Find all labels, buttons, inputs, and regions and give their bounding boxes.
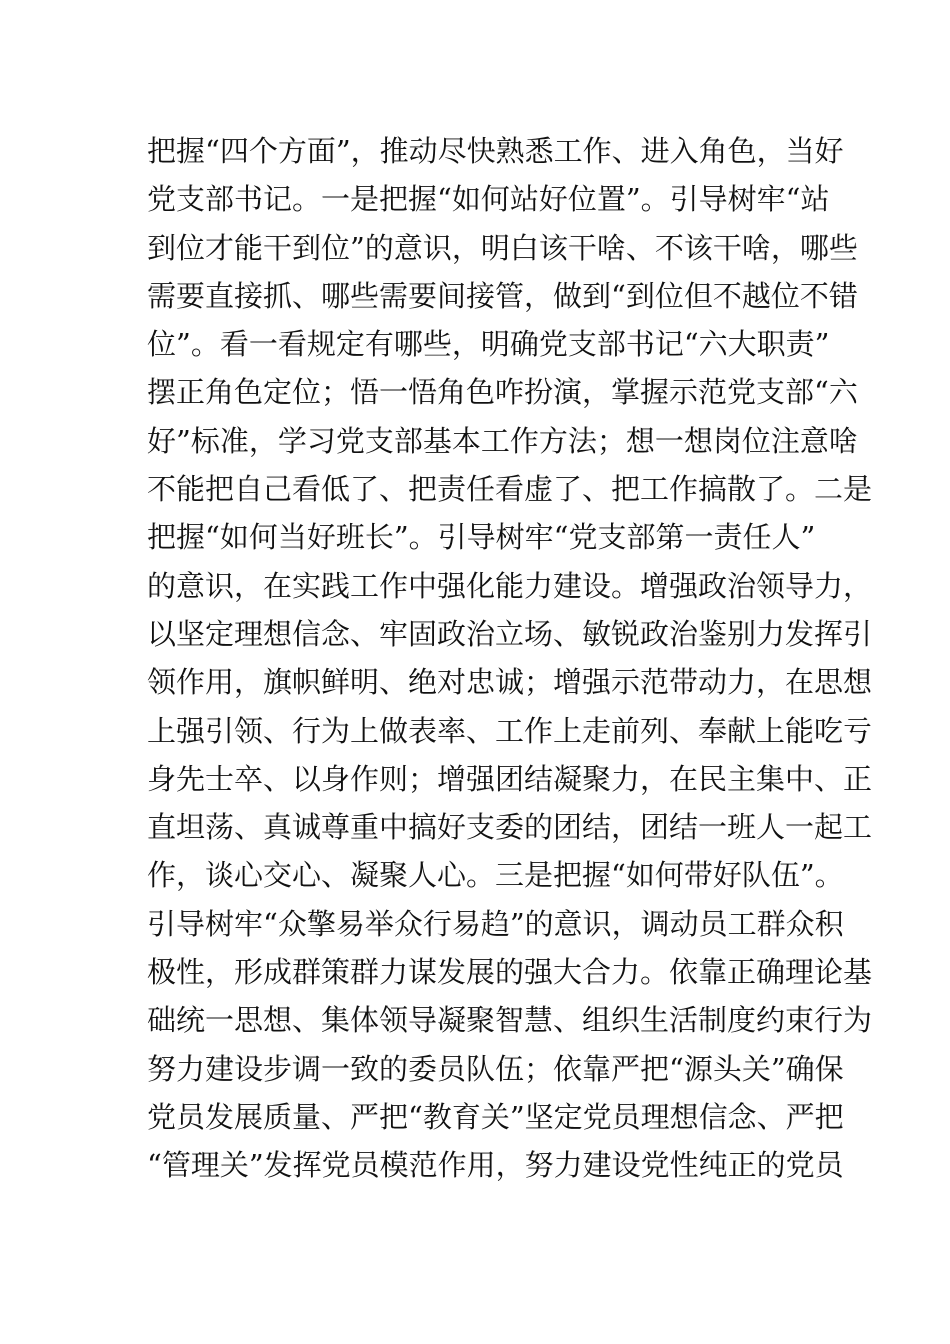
text-line: 把握“四个方面”，推动尽快熟悉工作、进入角色，当好 bbox=[147, 134, 844, 168]
text-line: 领作用，旗帜鲜明、绝对忠诚；增强示范带动力，在思想 bbox=[147, 665, 873, 700]
text-line: 身先士卒、以身作则；增强团结凝聚力，在民主集中、正 bbox=[147, 761, 873, 796]
text-line: 以坚定理想信念、牢固政治立场、敏锐政治鉴别力发挥引 bbox=[147, 616, 873, 651]
text-line: “管理关”发挥党员模范作用，努力建设党性纯正的党员 bbox=[147, 1148, 844, 1183]
text-line: 需要直接抓、哪些需要间接管，做到“到位但不越位不错 bbox=[147, 278, 858, 313]
text-line: 引导树牢“众擎易举众行易趋”的意识，调动员工群众积 bbox=[147, 906, 844, 941]
text-line: 把握“如何当好班长”。引导树牢“党支部第一责任人” bbox=[147, 520, 816, 555]
text-line: 努力建设步调一致的委员队伍；依靠严把“源头关”确保 bbox=[147, 1051, 844, 1086]
text-line: 直坦荡、真诚尊重中搞好支委的团结，团结一班人一起工 bbox=[147, 810, 873, 845]
text-line: 到位才能干到位”的意识，明白该干啥、不该干啥，哪些 bbox=[147, 230, 858, 265]
text-line: 极性，形成群策群力谋发展的强大合力。依靠正确理论基 bbox=[147, 955, 873, 990]
text-line: 好”标准，学习党支部基本工作方法；想一想岗位注意啥 bbox=[147, 423, 858, 458]
body-paragraph bbox=[147, 127, 873, 1190]
text-line: 上强引领、行为上做表率、工作上走前列、奉献上能吃亏 bbox=[147, 713, 873, 748]
text-line: 位”。看一看规定有哪些，明确党支部书记“六大职责” bbox=[147, 327, 830, 362]
text-line: 党支部书记。一是把握“如何站好位置”。引导树牢“站 bbox=[147, 182, 830, 217]
text-line: 不能把自己看低了、把责任看虚了、把工作搞散了。二是 bbox=[147, 472, 873, 507]
text-line: 摆正角色定位；悟一悟角色咋扮演，掌握示范党支部“六 bbox=[147, 375, 858, 410]
text-line: 党员发展质量、严把“教育关”坚定党员理想信念、严把 bbox=[147, 1099, 844, 1134]
text-line: 础统一思想、集体领导凝聚智慧、组织生活制度约束行为 bbox=[147, 1003, 873, 1038]
text-line: 作，谈心交心、凝聚人心。三是把握“如何带好队伍”。 bbox=[147, 858, 844, 893]
text-line: 的意识，在实践工作中强化能力建设。增强政治领导力， bbox=[147, 568, 873, 603]
